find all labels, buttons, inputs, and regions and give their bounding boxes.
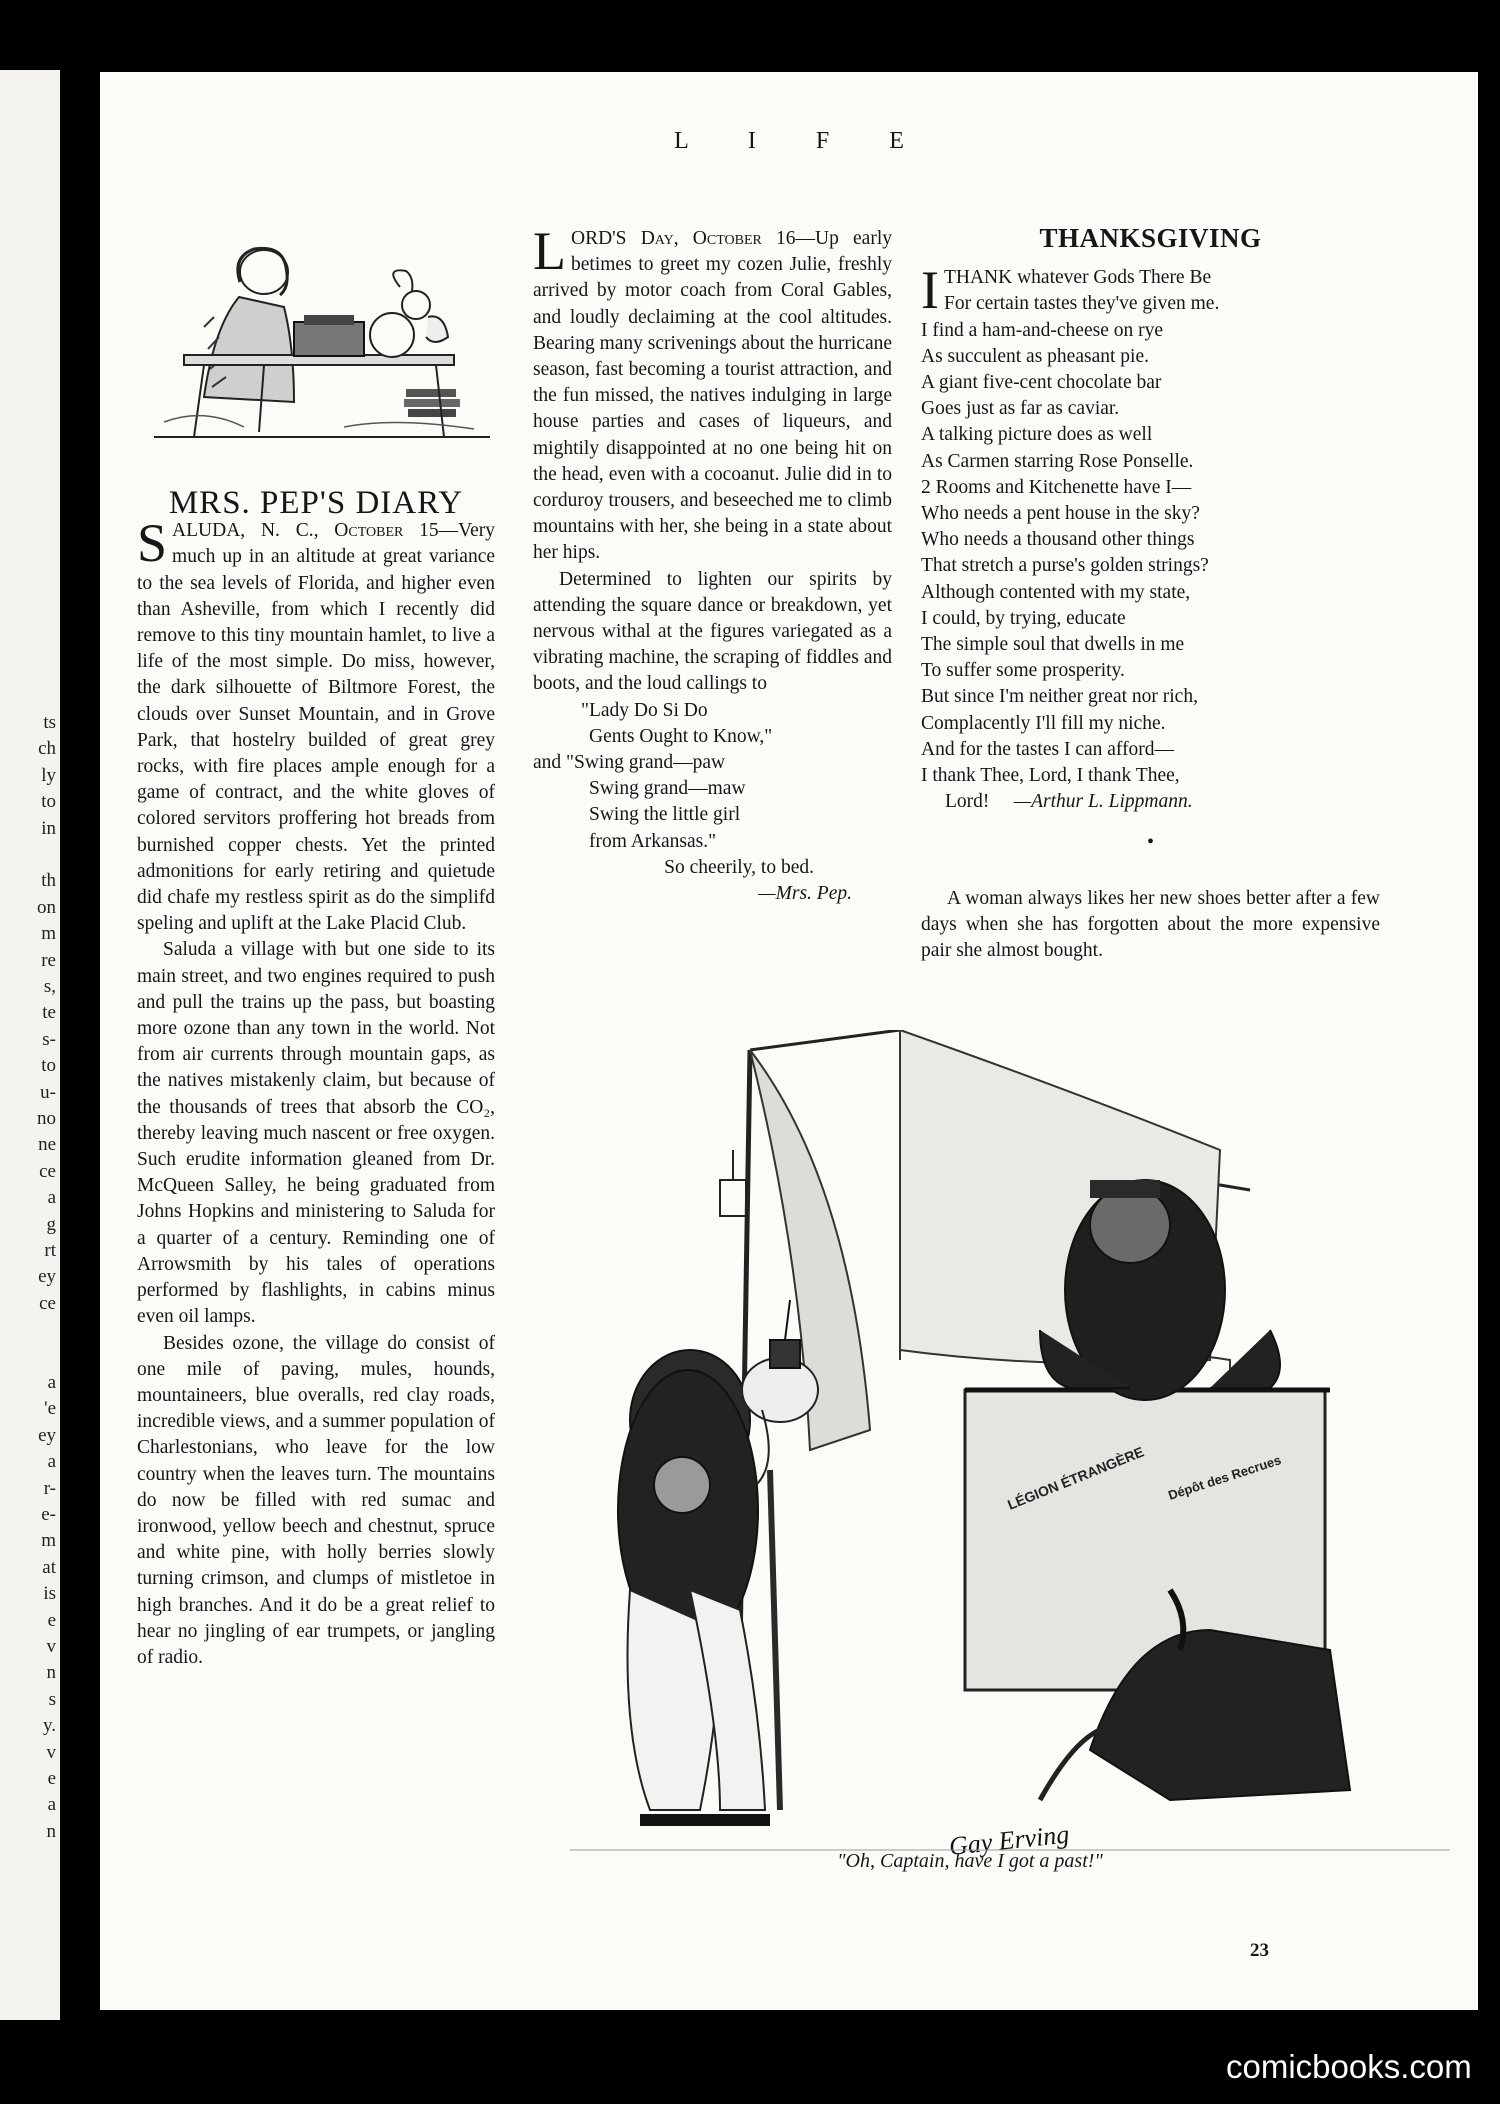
previous-page-text-fragment: y.: [42, 1715, 56, 1737]
poem-line: And for the tastes I can afford—: [921, 738, 1175, 760]
drop-cap-s: S: [137, 513, 168, 574]
previous-page-text-fragment: s,: [43, 976, 56, 997]
dateline-october-16: ORD'S Day, October 16: [571, 228, 796, 249]
call-line: Swing grand—maw: [589, 778, 746, 800]
poem-line: That stretch a purse's golden strings?: [921, 555, 1209, 577]
poem-line: Who needs a thousand other things: [921, 529, 1195, 551]
artist-signature: Gay Erving: [947, 1819, 1071, 1861]
poem-author: —Arthur L. Lippmann.: [1013, 791, 1193, 813]
diary-closing: So cheerily, to bed.: [664, 856, 814, 878]
previous-page-text-fragment: a: [47, 1187, 56, 1209]
previous-page-text-fragment: is: [43, 1583, 56, 1605]
poem-line: Although contented with my state,: [921, 581, 1191, 603]
paragraph-text: —Up early betimes to greet my cozen Julie, freshly arrived by motor coach from Coral Gables, and loudly declaiming at the cool altitudes. Bearing many scrivenings about the hurricane season, fast becoming a tourist attraction, and the fun missed, the natives indulging in large house parties and cases of liqueurs, and mightily disappointed at no one being hit on the head, even with a cocoanut. Julie did in to corduroy trousers, and beseeched me to climb mountains with her, she being in a state about her hips.: [533, 228, 893, 564]
diary-paragraph-3: Besides ozone, the village do consist of one mile of paving, mules, hounds, mountaineers, blue overalls, red clay roads, incredible views, and a summer population of Charlestonians, who leave for the low country when the leaves turn. The mountains do now be filled with red sumac and ironwood, yellow beech and chestnut, spruce and white pine, with holly berries slowly turning crimson, and clumps of mistletoe in high branches. And it do be a great relief to hear no jingling of ear trumpets, or jangling of radio.: [137, 1332, 495, 1668]
separator-bullet: •: [1146, 831, 1154, 854]
previous-page-text-fragment: on: [37, 896, 56, 918]
previous-page-text-fragment: re: [41, 949, 56, 971]
poem-line: Who needs a pent house in the sky?: [921, 503, 1200, 525]
previous-page-text-fragment: m: [41, 1530, 56, 1552]
paragraph-text: —Very much up in an altitude at great variance to the sea levels of Florida, and higher even than Asheville, from which I recently did remove to this tiny mountain hamlet, to live a life of the most simple. Do miss, however, the dark silhouette of Biltmore Forest, the clouds over Sunset Mountain, and in Grove Park, that hostelry builded of great grey rocks, with fire places ample enough for a game of contract, and the white gloves of colored servitors proffering hot breads from burnished copper chests. Yet the printed admonitions for early retiring and quietude did chafe my restless spirit as do the simplifd speling and uplift at the Lake Placid Club.: [137, 520, 495, 935]
diary-paragraph-1: [137, 513, 495, 937]
previous-page-text-fragment: g: [46, 1213, 56, 1235]
diary-paragraph-2: Saluda a village with but one side to its main street, and two engines required to push and pull the trains up the pass, but boasting more ozone than any town in the world. Not from air currents through mountain gaps, as the natives mistakenly claim, but because of the thousands of trees that absorb the CO₂, thereby leaving much nascent or free oxygen. Such erudite information gleaned from Dr. McQueen Salley, he being graduated from Johns Hopkins and ministering to Saluda for a quarter of a century. Reminding one of Arrowsmith by his tales of operations performed by flashlights, in cabins minus even oil lamps.: [137, 939, 495, 1328]
previous-page-text-fragment: a: [47, 1372, 56, 1393]
poem-line: A giant five-cent chocolate bar: [921, 372, 1162, 394]
drop-cap-l: L: [533, 221, 566, 281]
previous-page-text-fragment: to: [41, 1055, 56, 1077]
poem-line: Goes just as far as caviar.: [921, 398, 1120, 420]
previous-page-text-fragment: rt: [44, 1240, 56, 1261]
previous-page-text-fragment: s-: [42, 1028, 56, 1050]
poem-line: Complacently I'll fill my niche.: [921, 712, 1166, 734]
poem-last-word: Lord!: [945, 791, 990, 813]
previous-page-text-fragment: a: [47, 1451, 56, 1473]
previous-page-text-fragment: e: [47, 1609, 56, 1631]
previous-page-text-fragment: ts: [43, 712, 56, 733]
previous-page-text-fragment: 'e: [44, 1398, 56, 1420]
previous-page-text-fragment: v: [46, 1636, 56, 1657]
square-dance-calls: [533, 698, 892, 855]
previous-page-text-fragment: ne: [38, 1134, 56, 1156]
diary-signature: —Mrs. Pep.: [758, 883, 852, 905]
poem-line: I find a ham-and-cheese on rye: [921, 319, 1164, 341]
previous-page-text-fragment: ce: [39, 1160, 56, 1182]
filler-paragraph: A woman always likes her new shoes better after a few days when she has forgotten about the more expensive pair she almost bought.: [921, 887, 1380, 962]
desk-sign-depot: Dépôt des Recrues: [1166, 1452, 1283, 1503]
previous-page-text-fragment: ey: [38, 1266, 56, 1288]
poem-line: The simple soul that dwells in me: [921, 634, 1185, 656]
previous-page-text-fragment: n: [46, 1820, 56, 1842]
call-line: "Lady Do Si Do: [581, 699, 708, 721]
foreign-legion-cartoon: [570, 1030, 1450, 1930]
previous-page-text-fragment: ly: [41, 764, 56, 786]
poem-line: A talking picture does as well: [921, 424, 1153, 446]
previous-page-text-fragment: a: [47, 1794, 56, 1816]
poem-column: [921, 225, 1380, 964]
previous-page-text-fragment: in: [41, 817, 56, 839]
poem-body: [921, 260, 1380, 789]
previous-page-text-fragment: v: [46, 1741, 56, 1763]
previous-page-text-fragment: s: [48, 1688, 56, 1710]
previous-page-text-fragment: no: [37, 1108, 56, 1129]
call-line: Gents Ought to Know,": [589, 725, 773, 747]
poem-line: To suffer some prosperity.: [921, 660, 1125, 682]
poem-line: As Carmen starring Rose Ponselle.: [921, 450, 1194, 472]
diary-column-1: [137, 485, 495, 1671]
previous-page-text-fragment: ce: [39, 1292, 56, 1314]
previous-page-text-fragment: at: [42, 1556, 56, 1578]
poem-line: I could, by trying, educate: [921, 607, 1126, 629]
diary-paragraph-4: [533, 221, 893, 567]
poem-line: But since I'm neither great nor rich,: [921, 686, 1198, 708]
call-line: from Arkansas.": [589, 830, 717, 852]
call-line: and "Swing grand—paw: [533, 752, 726, 774]
watermark: comicbooks.com: [1226, 2048, 1472, 2085]
page-number: 23: [1250, 1940, 1269, 1961]
poem-title: THANKSGIVING: [1039, 223, 1262, 253]
poem-line: For certain tastes they've given me.: [943, 293, 1220, 315]
poem-line: I THANK whatever Gods There Be: [921, 260, 1212, 321]
poem-last-line: [921, 789, 1380, 815]
desk-sign-legion: LÉGION ÉTRANGÈRE: [1005, 1443, 1147, 1513]
diary-column-2: [533, 221, 893, 907]
previous-page-strip: [0, 70, 60, 2020]
writer-at-typewriter-illustration: [144, 237, 500, 442]
diary-paragraph-5: Determined to lighten our spirits by attending the square dance or breakdown, yet nervous withal at the figures variegated as a vibrating machine, the scraping of fiddles and boots, and the loud callings to: [533, 568, 892, 695]
previous-page-text-fragment: n: [46, 1662, 56, 1684]
poem-line: I thank Thee, Lord, I thank Thee,: [921, 765, 1180, 787]
previous-page-text-fragment: th: [41, 870, 56, 892]
previous-page-text-fragment: ey: [38, 1424, 56, 1446]
previous-page-text-fragment: e: [47, 1768, 56, 1789]
drop-cap-i: I: [921, 260, 939, 321]
poem-line: As succulent as pheasant pie.: [921, 345, 1149, 367]
previous-page-text-fragment: r-: [43, 1477, 56, 1499]
previous-page-text-fragment: u-: [40, 1081, 56, 1103]
poem-line: 2 Rooms and Kitchenette have I—: [921, 476, 1192, 498]
call-line: Swing the little girl: [589, 804, 741, 826]
previous-page-text-fragment: e-: [41, 1504, 56, 1525]
cartoon-caption: "Oh, Captain, have I got a past!": [837, 1850, 1103, 1872]
previous-page-text-fragment: to: [41, 791, 56, 813]
previous-page-text-fragment: ch: [38, 738, 56, 760]
dateline-october-15: ALUDA, N. C., October 15: [172, 520, 439, 542]
previous-page-text-fragment: m: [41, 923, 56, 945]
previous-page-text-fragment: te: [42, 1002, 56, 1024]
magazine-page: [100, 72, 1478, 2010]
diary-headline: MRS. PEP'S DIARY: [168, 485, 464, 521]
running-head: L I F E: [674, 128, 931, 154]
